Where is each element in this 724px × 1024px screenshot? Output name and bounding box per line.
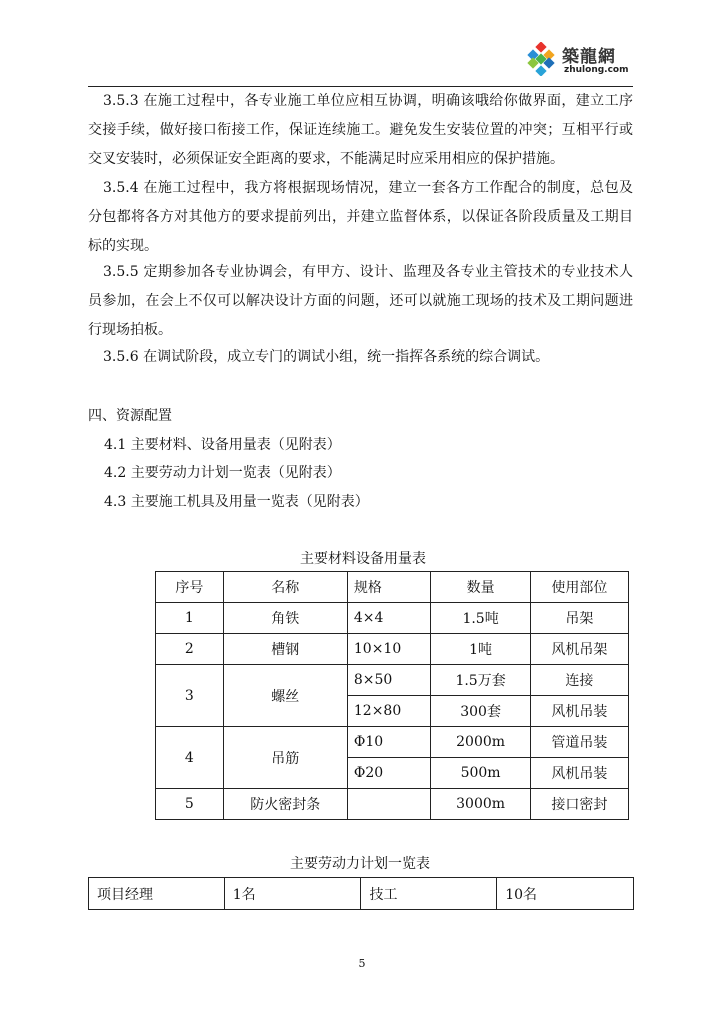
header-cell: 名称: [223, 572, 347, 603]
table-header-row: [156, 572, 629, 603]
table-row: [156, 665, 629, 696]
paragraph-3-5-5: [88, 258, 633, 345]
header-cell: 规格: [347, 572, 431, 603]
cell-qty: 1.5吨: [431, 603, 530, 634]
cell-no: 3: [156, 665, 224, 727]
cell-spec: Φ20: [347, 758, 431, 789]
table-row: [156, 789, 629, 820]
section-item-4-3: 4.3 主要施工机具及用量一览表（见附表）: [104, 494, 369, 510]
cell-spec: 10×10: [347, 634, 431, 665]
cell-use: 风机吊装: [530, 696, 628, 727]
cell-role: 技工: [361, 878, 497, 910]
paragraph-text: 3.5.3 在施工过程中，各专业施工单位应相互协调，明确该哦给你做界面，建立工序交接手续，做好接口衔接工作，保证连续施工。避免发生安装位置的冲突；互相平行或交叉安装时，必须保证安全距离的要求，不能满足时应采用相应的保护措施。: [88, 93, 633, 167]
logo-en-text: zhulong.com: [564, 65, 629, 75]
cell-no: 5: [156, 789, 224, 820]
paragraph-3-5-3: [88, 87, 633, 174]
paragraph-text: 3.5.4 在施工过程中，我方将根据现场情况，建立一套各方工作配合的制度，总包及分包都将各方对其他方的要求提前列出，并建立监督体系，以保证各阶段质量及工期目标的实现。: [88, 180, 633, 254]
cell-qty: 3000m: [431, 789, 530, 820]
cell-name: 防火密封条: [223, 789, 347, 820]
section-item-4-1: 4.1 主要材料、设备用量表（见附表）: [104, 437, 341, 453]
cell-qty: 300套: [431, 696, 530, 727]
cell-use: 风机吊架: [530, 634, 628, 665]
paragraph-text: 3.5.5 定期参加各专业协调会，有甲方、设计、监理及各专业主管技术的专业技术人员参加，在会上不仅可以解决设计方面的问题，还可以就施工现场的技术及工期问题进行现场拍板。: [88, 264, 633, 338]
cell-qty: 2000m: [431, 727, 530, 758]
paragraph-3-5-4: [88, 174, 633, 261]
table-row: [156, 603, 629, 634]
table2-caption: 主要劳动力计划一览表: [290, 856, 430, 872]
cell-spec: Φ10: [347, 727, 431, 758]
page-number: 5: [358, 957, 366, 970]
header-cell: 使用部位: [530, 572, 628, 603]
table-row: [156, 727, 629, 758]
cell-spec: 12×80: [347, 696, 431, 727]
cell-use: 接口密封: [530, 789, 628, 820]
cell-use: 风机吊装: [530, 758, 628, 789]
cell-no: 4: [156, 727, 224, 789]
paragraph-3-5-6: [88, 343, 633, 372]
section-item-4-2: 4.2 主要劳动力计划一览表（见附表）: [104, 465, 341, 481]
materials-table: [155, 571, 629, 820]
cell-qty: 1吨: [431, 634, 530, 665]
table-row: [156, 634, 629, 665]
labor-table: [88, 877, 634, 910]
header-cell: 数量: [431, 572, 530, 603]
cell-count: 10名: [497, 878, 634, 910]
cell-name: 角铁: [223, 603, 347, 634]
header-cell: 序号: [156, 572, 224, 603]
cell-spec: 8×50: [347, 665, 431, 696]
cell-qty: 500m: [431, 758, 530, 789]
zhulong-cubes-icon: [524, 42, 558, 76]
paragraph-text: 3.5.6 在调试阶段，成立专门的调试小组，统一指挥各系统的综合调试。: [103, 349, 550, 365]
zhulong-logo: [524, 42, 634, 82]
cell-spec: [347, 789, 431, 820]
cell-name: 槽钢: [223, 634, 347, 665]
table1-caption: 主要材料设备用量表: [300, 551, 426, 567]
cell-use: 管道吊装: [530, 727, 628, 758]
table-row: [89, 878, 634, 910]
cell-role: 项目经理: [89, 878, 225, 910]
logo-cn-text: 築龍網: [562, 47, 616, 67]
cell-no: 1: [156, 603, 224, 634]
cell-spec: 4×4: [347, 603, 431, 634]
cell-use: 吊架: [530, 603, 628, 634]
cell-count: 1名: [224, 878, 361, 910]
cell-name: 螺丝: [223, 665, 347, 727]
cell-name: 吊筋: [223, 727, 347, 789]
cell-qty: 1.5万套: [431, 665, 530, 696]
section-heading: 四、资源配置: [88, 408, 172, 424]
cell-use: 连接: [530, 665, 628, 696]
cell-no: 2: [156, 634, 224, 665]
